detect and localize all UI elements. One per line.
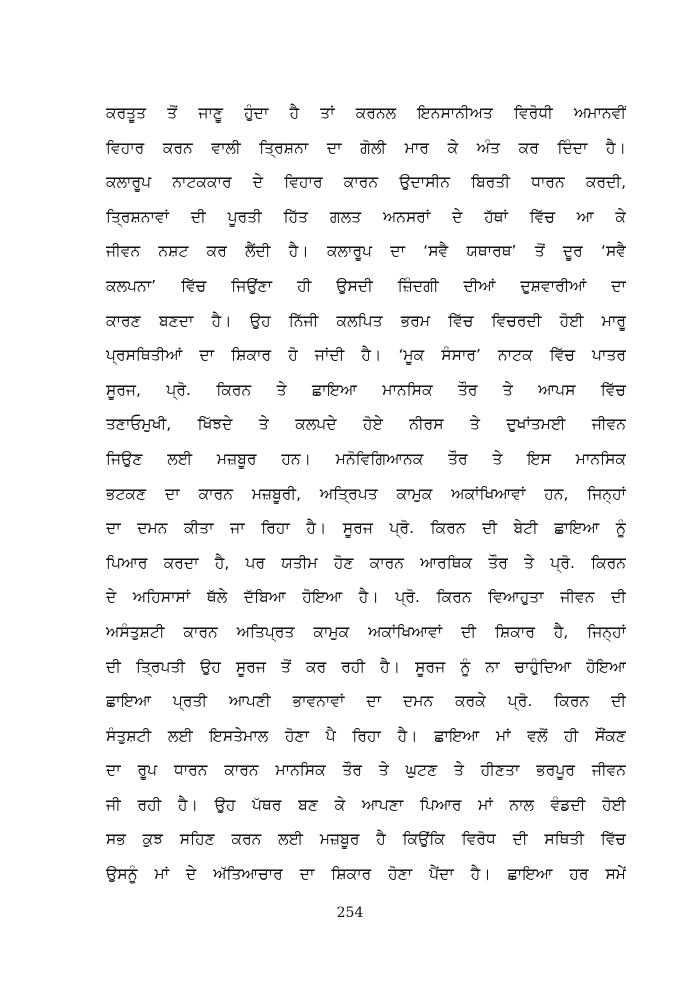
text-line: ਵਿਹਾਰ ਕਰਨ ਵਾਲੀ ਤ੍ਰਿਸ਼ਨਾ ਦਾ ਗੋਲੀ ਮਾਰ ਕੇ ਅੰਤ ਕਰ ਦਿੰਦਾ ਹੈ। (106, 138, 626, 157)
text-line: ਅਸੰਤੁਸ਼ਟੀ ਕਾਰਨ ਅਤਿਪ੍ਰਤ ਕਾਮੁਕ ਅਕਾਂਖਿਆਵਾਂ ਦੀ ਸ਼ਿਕਾਰ ਹੈ, ਜਿਨ੍ਹਾਂ (106, 622, 626, 641)
text-line: ਕਰਤੂਤ ਤੋਂ ਜਾਣੂ ਹੁੰਦਾ ਹੈ ਤਾਂ ਕਰਨਲ ਇਨਸਾਨੀਅਤ ਵਿਰੋਧੀ ਅਮਾਨਵੀਂ (106, 104, 626, 122)
text-line: ਕਲਪਨਾ’ ਵਿੱਚ ਜਿਉਂਣਾ ਹੀ ਉਸਦੀ ਜ਼ਿੰਦਗੀ ਦੀਆਂ ਦੁਸ਼ਵਾਰੀਆਂ ਦਾ (106, 276, 626, 295)
text-line: ਉਸਨੂੰ ਮਾਂ ਦੇ ਅੱਤਿਆਚਾਰ ਦਾ ਸ਼ਿਕਾਰ ਹੋਣਾ ਪੈਂਦਾ ਹੈ। ਛਾਇਆ ਹਰ ਸਮੇਂ (106, 865, 626, 884)
text-line: ਤਣਾਓਮੁਖੀ, ਖਿੱਝਦੇ ਤੇ ਕਲਪਦੇ ਹੋਏ ਨੀਰਸ ਤੇ ਦੁਖਾਂਤਮਈ ਜੀਵਨ (106, 415, 626, 434)
text-line: ਦਾ ਰੂਪ ਧਾਰਨ ਕਾਰਨ ਮਾਨਸਿਕ ਤੌਰ ਤੇ ਘੁਟਣ ਤੇ ਹੀਣਤਾ ਭਰਪੂਰ ਜੀਵਨ (106, 761, 626, 780)
text-line: ਜੀ ਰਹੀ ਹੈ। ਉਹ ਪੱਥਰ ਬਣ ਕੇ ਆਪਣਾ ਪਿਆਰ ਮਾਂ ਨਾਲ ਵੰਡਦੀ ਹੋਈ (106, 795, 626, 814)
body-paragraph (106, 96, 626, 892)
text-line: ਸੰਤੁਸ਼ਟੀ ਲਈ ਇਸਤੇਮਾਲ ਹੋਣਾ ਪੈ ਰਿਹਾ ਹੈ। ਛਾਇਆ ਮਾਂ ਵਲੋਂ ਹੀ ਸੌਂਕਣ (106, 726, 626, 745)
text-line: ਛਾਇਆ ਪ੍ਰਤੀ ਆਪਣੀ ਭਾਵਨਾਵਾਂ ਦਾ ਦਮਨ ਕਰਕੇ ਪ੍ਰੋ. ਕਿਰਨ ਦੀ (106, 692, 626, 711)
text-line: ਭਟਕਣ ਦਾ ਕਾਰਨ ਮਜ਼ਬੂਰੀ, ਅਤ੍ਰਿਪਤ ਕਾਮੁਕ ਅਕਾਂਖਿਆਵਾਂ ਹਨ, ਜਿਨ੍ਹਾਂ (106, 484, 626, 503)
text-line: ਦੇ ਅਹਿਸਾਸਾਂ ਥੱਲੇ ਦੱਬਿਆ ਹੋਇਆ ਹੈ। ਪ੍ਰੋ. ਕਿਰਨ ਵਿਆਹੁਤਾ ਜੀਵਨ ਦੀ (106, 588, 626, 607)
text-line: ਤ੍ਰਿਸ਼ਨਾਵਾਂ ਦੀ ਪੂਰਤੀ ਹਿੱਤ ਗਲਤ ਅਨਸਰਾਂ ਦੇ ਹੱਥਾਂ ਵਿੱਚ ਆ ਕੇ (106, 207, 626, 226)
text-line: ਪਿਆਰ ਕਰਦਾ ਹੈ, ਪਰ ਯਤੀਮ ਹੋਣ ਕਾਰਨ ਆਰਥਿਕ ਤੌਰ ਤੇ ਪ੍ਰੋ. ਕਿਰਨ (106, 553, 626, 572)
text-line: ਕਲਾਰੂਪ ਨਾਟਕਕਾਰ ਦੇ ਵਿਹਾਰ ਕਾਰਨ ਉਦਾਸੀਨ ਬਿਰਤੀ ਧਾਰਨ ਕਰਦੀ, (106, 173, 626, 192)
text-line: ਕਾਰਣ ਬਣਦਾ ਹੈ। ਉਹ ਨਿੱਜੀ ਕਲਪਿਤ ਭਰਮ ਵਿੱਚ ਵਿਚਰਦੀ ਹੋਈ ਮਾਰੂ (106, 311, 626, 330)
text-line: ਦਾ ਦਮਨ ਕੀਤਾ ਜਾ ਰਿਹਾ ਹੈ। ਸੂਰਜ ਪ੍ਰੋ. ਕਿਰਨ ਦੀ ਬੇਟੀ ਛਾਇਆ ਨੂੰ (106, 519, 626, 538)
text-line: ਦੀ ਤ੍ਰਿਪਤੀ ਉਹ ਸੂਰਜ ਤੋਂ ਕਰ ਰਹੀ ਹੈ। ਸੂਰਜ ਨੂੰ ਨਾ ਚਾਹੁੰਦਿਆ ਹੋਇਆ (106, 657, 626, 676)
text-line: ਪ੍ਰਸਥਿਤੀਆਂ ਦਾ ਸ਼ਿਕਾਰ ਹੋ ਜਾਂਦੀ ਹੈ। ‘ਮੂਕ ਸੰਸਾਰ’ ਨਾਟਕ ਵਿੱਚ ਪਾਤਰ (106, 346, 626, 365)
text-line: ਸੂਰਜ, ਪ੍ਰੋ. ਕਿਰਨ ਤੇ ਛਾਇਆ ਮਾਨਸਿਕ ਤੌਰ ਤੇ ਆਪਸ ਵਿੱਚ (106, 380, 626, 399)
text-line: ਜੀਵਨ ਨਸ਼ਟ ਕਰ ਲੈਂਦੀ ਹੈ। ਕਲਾਰੂਪ ਦਾ ‘ਸਵੈ ਯਥਾਰਥ’ ਤੋਂ ਦੂਰ ‘ਸਵੈ (106, 242, 626, 261)
text-line: ਜਿਉਣ ਲਈ ਮਜ਼ਬੂਰ ਹਨ। ਮਨੋਵਿਗਿਆਨਕ ਤੌਰ ਤੇ ਇਸ ਮਾਨਸਿਕ (106, 449, 626, 468)
text-line: ਸਭ ਕੁਝ ਸਹਿਣ ਕਰਨ ਲਈ ਮਜ਼ਬੂਰ ਹੈ ਕਿਉਂਕਿ ਵਿਰੋਧ ਦੀ ਸਥਿਤੀ ਵਿੱਚ (106, 830, 626, 849)
page-number: 254 (336, 905, 364, 921)
